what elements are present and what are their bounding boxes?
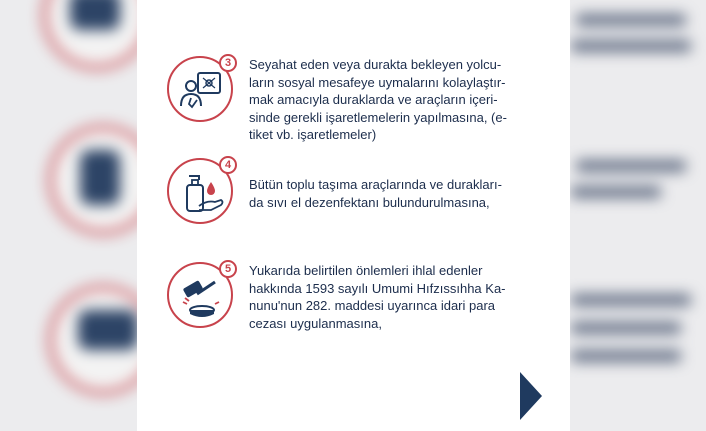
item-icon-wrap xyxy=(167,56,233,122)
text-line: sinde gerekli işaretlemelerin yapılmasına, (e- xyxy=(249,109,507,125)
text-line: tiket vb. işaretlemeler) xyxy=(249,127,377,142)
text-line: mak amacıyla duraklarda ve araçların içeri- xyxy=(249,92,498,107)
item-icon-wrap xyxy=(167,158,233,224)
item-text xyxy=(249,262,539,332)
text-line: ların sosyal mesafeye uymalarını kolaylaştır- xyxy=(249,74,506,90)
item-icon-wrap xyxy=(167,262,233,328)
text-line: hakkında 1593 sayılı Umumi Hıfzıssıhha Ka- xyxy=(249,280,506,296)
item-text xyxy=(249,176,539,211)
text-line: nunu'nun 282. maddesi uyarınca idari para xyxy=(249,298,496,313)
next-arrow-icon[interactable] xyxy=(520,372,542,420)
item-number-badge: 5 xyxy=(219,260,237,278)
item-text xyxy=(249,56,539,144)
text-line: Yukarıda belirtilen önlemleri ihlal edenler xyxy=(249,263,483,278)
text-line: Seyahat eden veya durakta bekleyen yolcu- xyxy=(249,57,502,72)
item-number-badge: 4 xyxy=(219,156,237,174)
text-line: cezası uygulanmasına, xyxy=(249,315,382,331)
text-line: da sıvı el dezenfektanı bulundurulmasına, xyxy=(249,194,490,210)
info-card xyxy=(137,0,570,431)
text-line: Bütün toplu taşıma araçlarında ve durakları- xyxy=(249,177,502,192)
item-number-badge: 3 xyxy=(219,54,237,72)
